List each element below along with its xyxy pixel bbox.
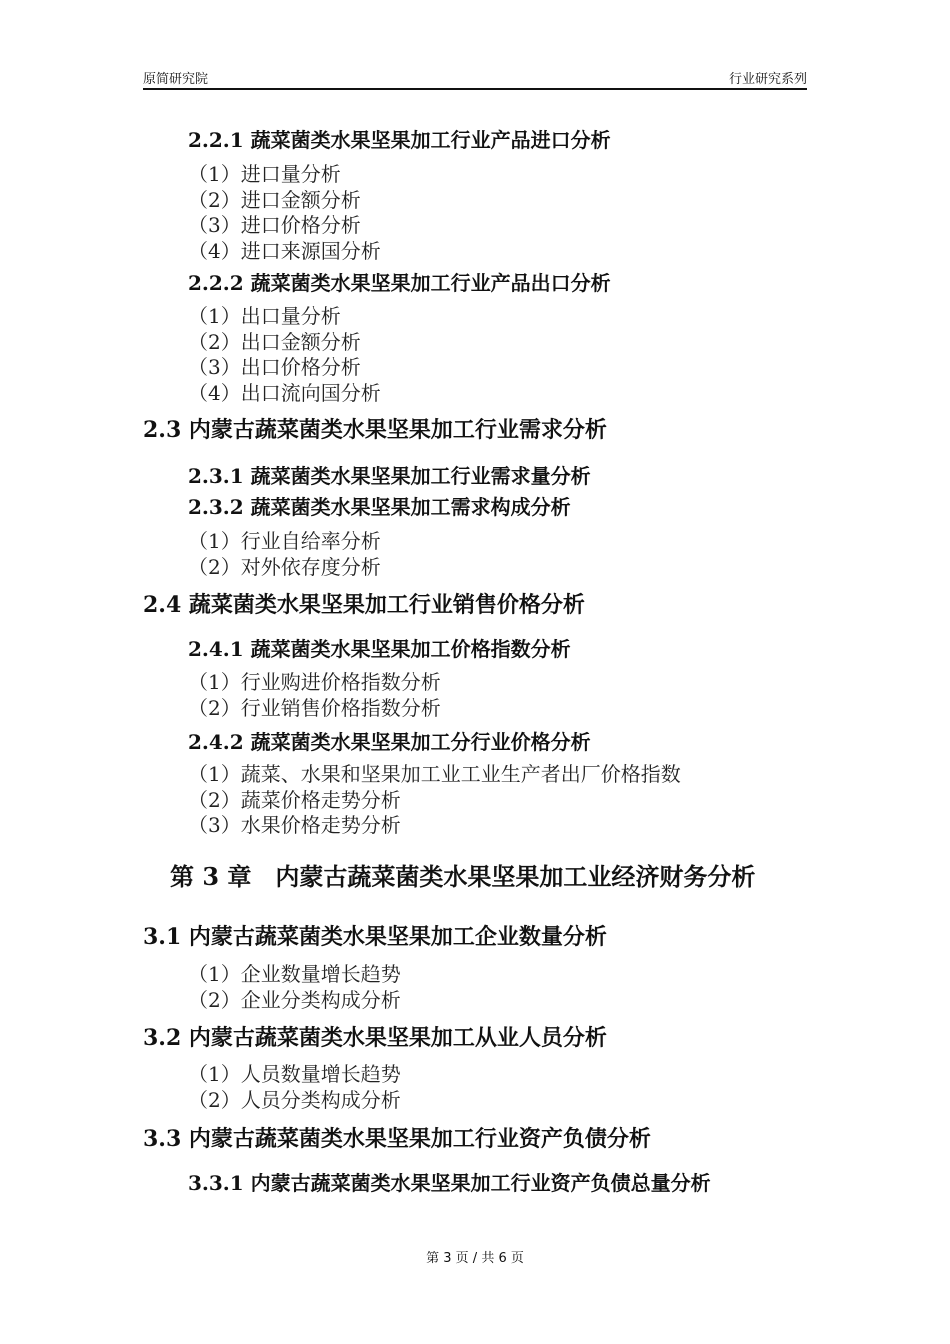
toc-subitem: （1）进口量分析 xyxy=(188,162,341,186)
toc-subitem: （2）企业分类构成分析 xyxy=(188,988,401,1012)
toc-subitem: （2）行业销售价格指数分析 xyxy=(188,696,441,720)
toc-subitem: （4）出口流向国分析 xyxy=(188,381,381,405)
page-number: 第 3 页 / 共 6 页 xyxy=(426,1251,524,1266)
header-series-name: 行业研究系列 xyxy=(728,72,807,87)
toc-heading-h3: 2.4.2 蔬菜菌类水果坚果加工分行业价格分析 xyxy=(188,730,591,754)
toc-heading-h2: 2.3 内蒙古蔬菜菌类水果坚果加工行业需求分析 xyxy=(143,417,607,443)
toc-subitem: （3）进口价格分析 xyxy=(188,213,361,237)
toc-heading-h3: 2.2.1 蔬菜菌类水果坚果加工行业产品进口分析 xyxy=(188,128,611,152)
toc-heading-h3: 2.2.2 蔬菜菌类水果坚果加工行业产品出口分析 xyxy=(188,271,611,295)
toc-subitem: （1）出口量分析 xyxy=(188,304,341,328)
toc-heading-h3: 2.4.1 蔬菜菌类水果坚果加工价格指数分析 xyxy=(188,637,571,661)
header-org-name: 原简研究院 xyxy=(143,72,209,87)
toc-subitem: （2）对外依存度分析 xyxy=(188,555,381,579)
toc-subitem: （1）企业数量增长趋势 xyxy=(188,962,401,986)
toc-subitem: （2）蔬菜价格走势分析 xyxy=(188,788,401,812)
toc-subitem: （1）行业自给率分析 xyxy=(188,529,381,553)
page-footer xyxy=(0,1247,950,1266)
toc-subitem: （2）人员分类构成分析 xyxy=(188,1088,401,1112)
toc-heading-h3: 2.3.1 蔬菜菌类水果坚果加工行业需求量分析 xyxy=(188,464,591,488)
toc-heading-h2: 3.2 内蒙古蔬菜菌类水果坚果加工从业人员分析 xyxy=(143,1025,607,1051)
toc-subitem: （2）进口金额分析 xyxy=(188,188,361,212)
toc-subitem: （3）水果价格走势分析 xyxy=(188,813,401,837)
toc-heading-h2: 3.1 内蒙古蔬菜菌类水果坚果加工企业数量分析 xyxy=(143,924,607,950)
toc-subitem: （1）蔬菜、水果和坚果加工业工业生产者出厂价格指数 xyxy=(188,762,681,786)
toc-heading-h2: 3.3 内蒙古蔬菜菌类水果坚果加工行业资产负债分析 xyxy=(143,1126,651,1152)
toc-subitem: （4）进口来源国分析 xyxy=(188,239,381,263)
toc-subitem: （3）出口价格分析 xyxy=(188,355,361,379)
toc-heading-h3: 3.3.1 内蒙古蔬菜菌类水果坚果加工行业资产负债总量分析 xyxy=(188,1171,711,1195)
toc-heading-h2: 2.4 蔬菜菌类水果坚果加工行业销售价格分析 xyxy=(143,592,585,618)
page-header xyxy=(143,66,807,88)
toc-subitem: （2）出口金额分析 xyxy=(188,330,361,354)
toc-heading-h1: 第 3 章 内蒙古蔬菜菌类水果坚果加工业经济财务分析 xyxy=(170,862,756,891)
toc-subitem: （1）人员数量增长趋势 xyxy=(188,1062,401,1086)
toc-subitem: （1）行业购进价格指数分析 xyxy=(188,670,441,694)
toc-heading-h3: 2.3.2 蔬菜菌类水果坚果加工需求构成分析 xyxy=(188,495,571,519)
header-divider xyxy=(143,88,807,90)
